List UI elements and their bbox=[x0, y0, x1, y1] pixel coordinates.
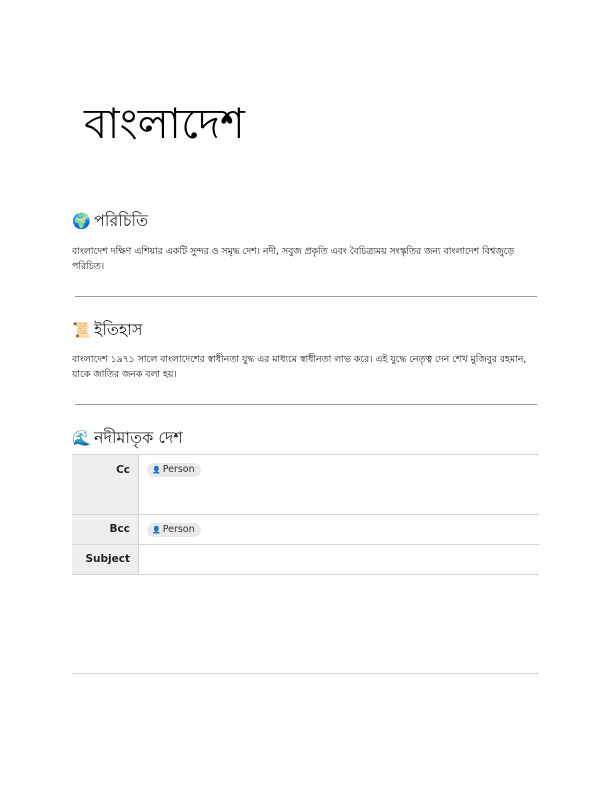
cc-row bbox=[72, 455, 539, 515]
subject-row bbox=[72, 545, 539, 575]
bcc-label: Bcc bbox=[72, 515, 139, 544]
subject-input[interactable] bbox=[140, 545, 538, 574]
section-heading-history bbox=[72, 318, 143, 342]
section-heading-rivers bbox=[72, 426, 183, 450]
section-heading-text: পরিচিতি bbox=[94, 211, 149, 230]
section-heading-intro bbox=[72, 209, 148, 233]
section-heading-text: নদীমাতৃক দেশ bbox=[94, 428, 183, 447]
person-icon: 👤 bbox=[152, 466, 161, 474]
chip-label: Person bbox=[162, 524, 195, 535]
section-heading-text: ইতিহাস bbox=[94, 320, 143, 339]
section-divider bbox=[75, 404, 537, 405]
person-icon: 👤 bbox=[152, 526, 161, 534]
section-body-intro: বাংলাদেশ দক্ষিণ এশিয়ার একটি সুন্দর ও সমৃদ্ধ দেশ। নদী, সবুজ প্রকৃতি এবং বৈচিত্র্যময় সংস্কৃতির জন্য বাংলাদেশ বিশ্বজুড়ে পরিচিত। bbox=[72, 246, 514, 272]
section-body-history: বাংলাদেশ ১৯৭১ সালে বাংলাদেশের স্বাধীনতা যুদ্ধ এর মাধ্যমে স্বাধীনতা লাভ করে। এই যুদ্ধে নেতৃত্ব দেন শেখ মুজিবুর রহমান, যাকে জাতির জনক বলা হয়। bbox=[72, 354, 527, 380]
cc-person-chip[interactable] bbox=[147, 463, 201, 477]
scroll-icon: 📜 bbox=[72, 321, 91, 339]
cc-label: Cc bbox=[72, 455, 139, 514]
water-wave-icon: 🌊 bbox=[72, 429, 91, 447]
chip-label: Person bbox=[162, 464, 195, 475]
compose-fields bbox=[72, 454, 539, 674]
bcc-person-chip[interactable] bbox=[147, 523, 201, 537]
section-divider bbox=[75, 296, 537, 297]
subject-label: Subject bbox=[72, 545, 139, 574]
bcc-row bbox=[72, 515, 539, 545]
page-title: বাংলাদেশ bbox=[84, 99, 245, 148]
message-body[interactable] bbox=[72, 575, 539, 673]
globe-icon: 🌍 bbox=[72, 212, 91, 230]
